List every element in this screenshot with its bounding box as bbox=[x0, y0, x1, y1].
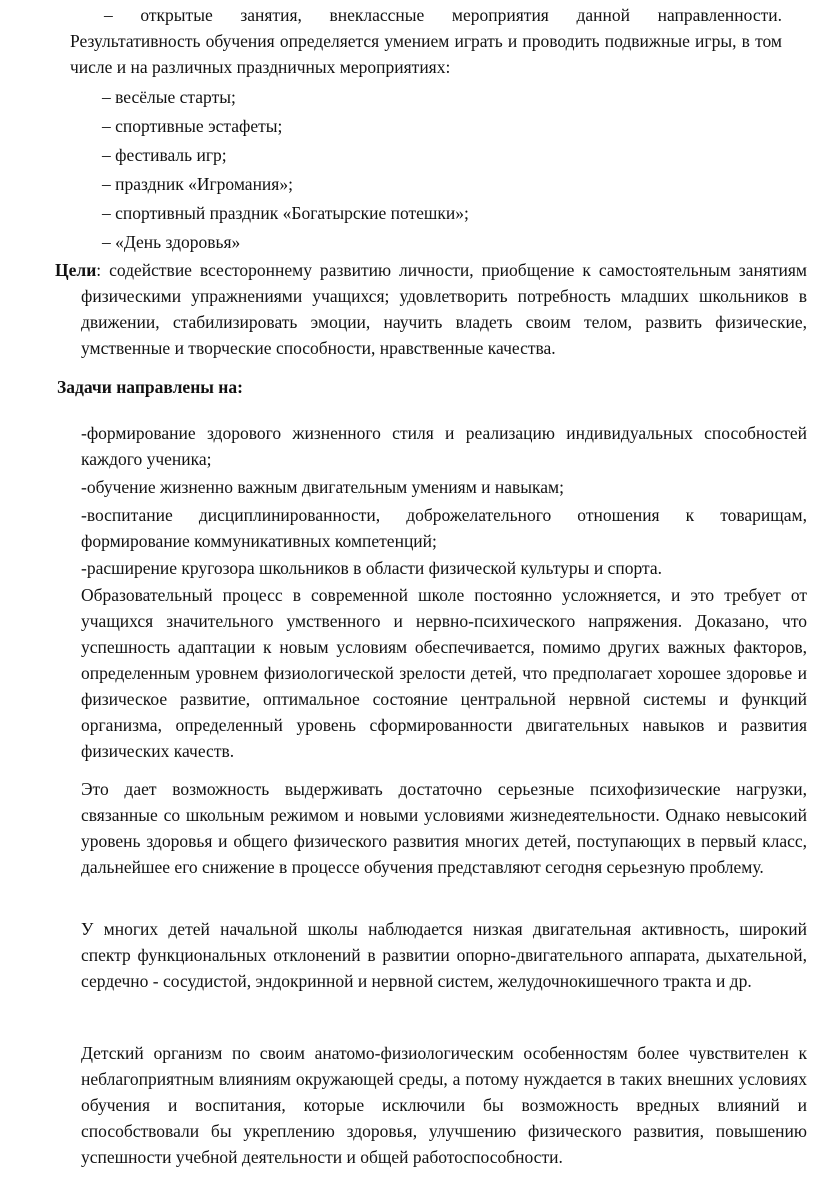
event-item: – весёлые старты; bbox=[102, 87, 236, 107]
event-item: – спортивные эстафеты; bbox=[102, 116, 283, 136]
body-paragraph: У многих детей начальной школы наблюдается низкая двигательная активность, широкий спектр функциональных отклонений в развитии опорно-двигательного аппарата, дыхательной, сердечно - сосудистой, эндокринной и нервной систем, желудочнокишечного тракта и др. bbox=[81, 919, 807, 991]
event-item: – «День здоровья» bbox=[102, 232, 241, 252]
event-item: – праздник «Игромания»; bbox=[102, 174, 293, 194]
intro-text: Результативность обучения определяется умением играть и проводить подвижные игры, в том числе и на различных праздничных мероприятиях: bbox=[70, 31, 782, 77]
task-item: -расширение кругозора школьников в области физической культуры и спорта. bbox=[81, 558, 662, 578]
event-item: – фестиваль игр; bbox=[102, 145, 227, 165]
body-paragraph: Образовательный процесс в современной школе постоянно усложняется, и это требует от учащихся значительного умственного и нервно-психического напряжения. Доказано, что успешность адаптации к новым условиям обеспечивается, помимо других важных факторов, определенным уровнем физиологической зрелости детей, что предполагает хорошее здоровье и физическое развитие, оптимальное состояние центральной нервной системы и функций организма, определенный уровень сформированности двигательных навыков и развития физических качеств. bbox=[81, 585, 807, 761]
goals-text: : содействие всестороннему развитию личности, приобщение к самостоятельным занятиям физическими упражнениями учащихся; удовлетворить потребность младших школьников в движении, стабилизировать эмоции, научить владеть своим телом, развить физические, умственные и творческие способности, нравственные качества. bbox=[81, 260, 807, 358]
goals-paragraph bbox=[55, 257, 807, 361]
intro-first-line: – открытые занятия, внеклассные мероприятия данной направленности. bbox=[104, 5, 782, 25]
goals-label: Цели bbox=[55, 260, 97, 280]
tasks-heading: Задачи направлены на: bbox=[57, 377, 243, 397]
body-paragraph: Это дает возможность выдерживать достаточно серьезные психофизические нагрузки, связанные со школьным режимом и новыми условиями жизнедеятельности. Однако невысокий уровень здоровья и общего физического развития многих детей, поступающих в первый класс, дальнейшее его снижение в процессе обучения представляют сегодня серьезную проблему. bbox=[81, 779, 807, 877]
body-paragraph: Детский организм по своим анатомо-физиологическим особенностям более чувствителен к неблагоприятным влияниям окружающей среды, а потому нуждается в таких внешних условиях обучения и воспитания, которые исключили бы возможность вредных влияний и способствовали бы укреплению здоровья, улучшению физического развития, повышению успешности учебной деятельности и общей работоспособности. bbox=[81, 1043, 807, 1167]
event-item: – спортивный праздник «Богатырские потешки»; bbox=[102, 203, 469, 223]
task-item: -обучение жизненно важным двигательным умениям и навыкам; bbox=[81, 477, 564, 497]
intro-paragraph bbox=[70, 2, 782, 80]
task-item: -формирование здорового жизненного стиля и реализацию индивидуальных способностей каждого ученика; bbox=[81, 423, 807, 469]
task-item: -воспитание дисциплинированности, доброжелательного отношения к товарищам, формирование коммуникативных компетенций; bbox=[81, 505, 807, 551]
